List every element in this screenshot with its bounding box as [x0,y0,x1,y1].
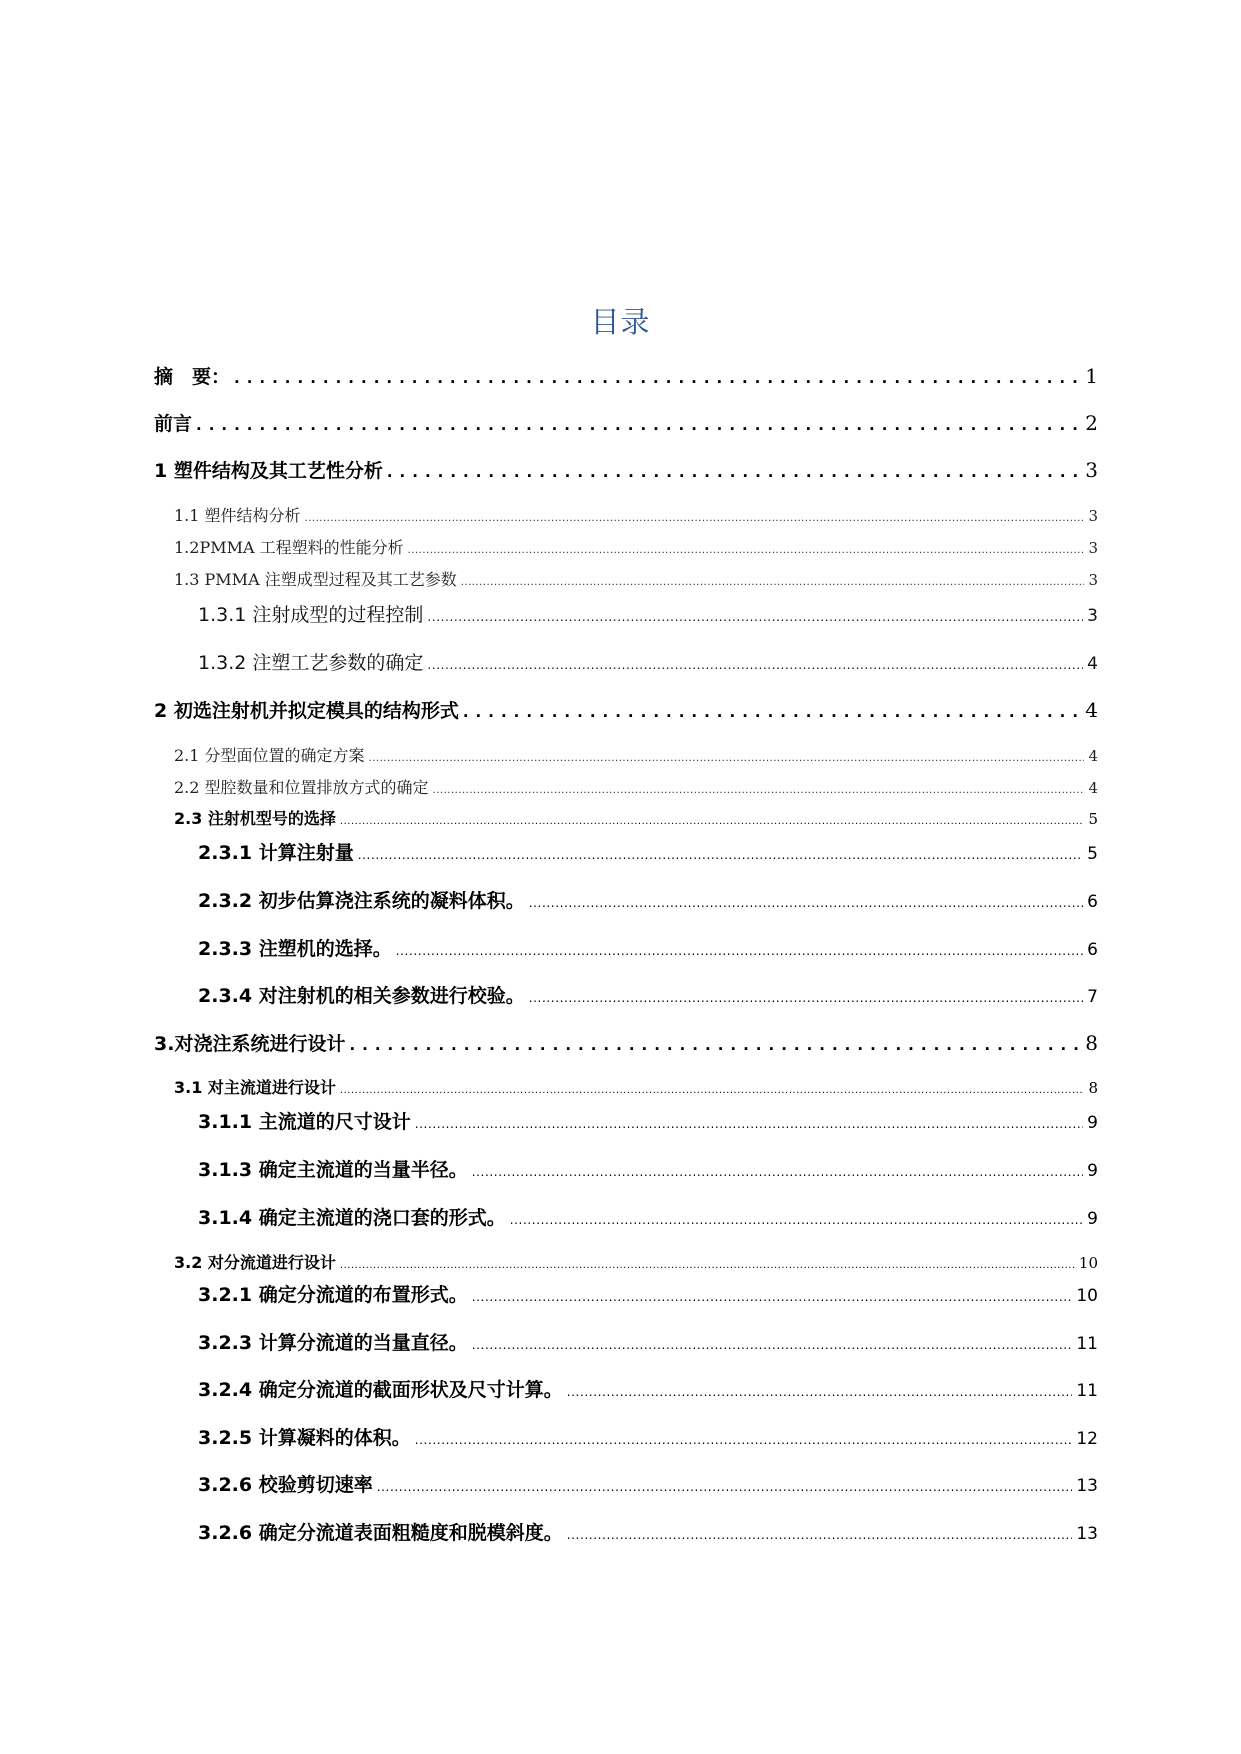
toc-entry-label: 1.3.1 注射成型的过程控制 [198,604,424,626]
dot-leader [510,1213,1083,1227]
toc-entry-page: 9 [1087,1209,1098,1229]
toc-entry[interactable] [198,981,1098,1008]
toc-entry-page: 11 [1076,1334,1098,1354]
toc-entry[interactable] [174,1075,1098,1098]
toc-entry-label: 3.2.6 确定分流道表面粗糙度和脱模斜度。 [198,1522,563,1544]
toc-entry[interactable] [174,535,1098,558]
toc-entry[interactable] [198,1280,1098,1307]
toc-entry-label: 3.1.4 确定主流道的浇口套的形式。 [198,1207,506,1229]
toc-entry-label: 3.2.1 确定分流道的布置形式。 [198,1284,468,1306]
dot-leader [463,703,1081,721]
toc-entry[interactable] [198,1470,1098,1497]
toc-entry-page: 3 [1088,571,1098,589]
toc-entry-page: 13 [1076,1524,1098,1544]
toc-entry-label: 前言 [154,413,193,435]
dot-leader [472,1165,1083,1179]
toc-entry-page: 5 [1087,844,1098,864]
toc-entry[interactable] [198,1203,1098,1230]
toc-entry-label: 1 塑件结构及其工艺性分析 [154,460,383,482]
toc-entry[interactable] [154,362,1098,389]
dot-leader [567,1528,1073,1542]
toc-entry[interactable] [154,409,1098,436]
toc-entry-page: 10 [1076,1286,1098,1306]
dot-leader [433,785,1085,796]
toc-entry[interactable] [198,1375,1098,1402]
toc-entry-label: 2.3.3 注塑机的选择。 [198,938,392,960]
toc-entry[interactable] [198,934,1098,961]
toc-entry[interactable] [174,1250,1098,1273]
toc-entry-label: 2.1 分型面位置的确定方案 [174,746,365,765]
toc-entry[interactable] [154,456,1098,483]
toc-entry-page: 11 [1076,1381,1098,1401]
toc-entry[interactable] [174,567,1098,590]
toc-entry-page: 13 [1076,1476,1098,1496]
toc-entry[interactable] [198,1423,1098,1450]
toc-entry-page: 4 [1087,654,1098,674]
toc-entry-label: 2.2 型腔数量和位置排放方式的确定 [174,778,429,797]
toc-entry-label: 3.1 对主流道进行设计 [174,1078,336,1097]
toc-entry-page: 3 [1088,507,1098,525]
toc-entry[interactable] [198,1518,1098,1545]
toc-entry[interactable] [198,1155,1098,1182]
dot-leader [234,369,1081,387]
toc-entry[interactable] [174,503,1098,526]
toc-entry-label: 2.3.4 对注射机的相关参数进行校验。 [198,985,525,1007]
toc-entry[interactable] [198,1328,1098,1355]
toc-entry-label: 1.1 塑件结构分析 [174,506,301,525]
dot-leader [340,1085,1085,1096]
dot-leader [427,610,1083,624]
dot-leader [461,577,1085,588]
dot-leader [408,545,1085,556]
toc-entry-label: 3.1.1 主流道的尺寸设计 [198,1111,411,1133]
toc-entry[interactable] [198,648,1098,675]
toc-entry-page: 9 [1087,1161,1098,1181]
dot-leader [415,1433,1073,1447]
toc-entry-label: 2.3.2 初步估算浇注系统的凝料体积。 [198,890,525,912]
toc-entry-label: 3.2.5 计算凝料的体积。 [198,1427,411,1449]
toc-entry[interactable] [174,743,1098,766]
toc-entry-page: 9 [1087,1113,1098,1133]
toc-entry-label: 3.2.4 确定分流道的截面形状及尺寸计算。 [198,1379,563,1401]
toc-entry-label: 1.3.2 注塑工艺参数的确定 [198,652,424,674]
dot-leader [472,1338,1073,1352]
dot-leader [387,463,1081,481]
toc-entry-label: 3.2.6 校验剪切速率 [198,1474,373,1496]
toc-entry-label: 2 初选注射机并拟定模具的结构形式 [154,700,459,722]
dot-leader [567,1385,1073,1399]
dot-leader [349,1036,1081,1054]
toc-entry-page: 6 [1087,892,1098,912]
dot-leader [377,1480,1073,1494]
toc-entry-page: 1 [1085,364,1098,388]
toc-entry-page: 5 [1088,810,1098,828]
toc-entry[interactable] [154,1029,1098,1056]
toc-entry-page: 10 [1078,1254,1098,1272]
toc-entry[interactable] [198,838,1098,865]
toc-entry-page: 2 [1085,411,1098,435]
toc-entry-page: 3 [1088,539,1098,557]
toc-entry[interactable] [198,1107,1098,1134]
toc-entry[interactable] [198,600,1098,627]
dot-leader [529,991,1083,1005]
toc-entry-label: 1.3 PMMA 注塑成型过程及其工艺参数 [174,570,457,589]
toc-entry-page: 4 [1085,698,1098,722]
dot-leader [305,513,1085,524]
dot-leader [472,1290,1073,1304]
dot-leader [340,816,1085,827]
toc-entry-label: 3.2 对分流道进行设计 [174,1253,336,1272]
toc-entry-label: 2.3 注射机型号的选择 [174,809,336,828]
toc-entry-label: 3.2.3 计算分流道的当量直径。 [198,1332,468,1354]
toc-entry-page: 4 [1088,779,1098,797]
toc-entry[interactable] [174,806,1098,829]
toc-entry-label: 3.对浇注系统进行设计 [154,1033,346,1055]
dot-leader [415,1117,1083,1131]
toc-entry-page: 7 [1087,987,1098,1007]
toc-entry-label: 1.2PMMA 工程塑料的性能分析 [174,538,404,557]
toc-entry[interactable] [154,696,1098,723]
dot-leader [427,658,1083,672]
toc-entry-page: 8 [1085,1031,1098,1055]
toc-entry-page: 8 [1088,1079,1098,1097]
toc-entry-label: 2.3.1 计算注射量 [198,842,354,864]
toc-entry-page: 3 [1085,458,1098,482]
dot-leader [396,944,1083,958]
toc-entry-page: 3 [1087,606,1098,626]
toc-entry-page: 12 [1076,1429,1098,1449]
dot-leader [529,896,1083,910]
toc-entry[interactable] [174,775,1098,798]
toc-entry-label: 摘 要： [154,366,231,388]
toc-entry-page: 4 [1088,747,1098,765]
dot-leader [358,848,1083,862]
toc-entry[interactable] [198,886,1098,913]
toc-title: 目录 [590,305,651,339]
toc-entry-page: 6 [1087,940,1098,960]
dot-leader [369,753,1085,764]
toc-entry-label: 3.1.3 确定主流道的当量半径。 [198,1159,468,1181]
dot-leader [196,416,1081,434]
dot-leader [340,1260,1075,1271]
